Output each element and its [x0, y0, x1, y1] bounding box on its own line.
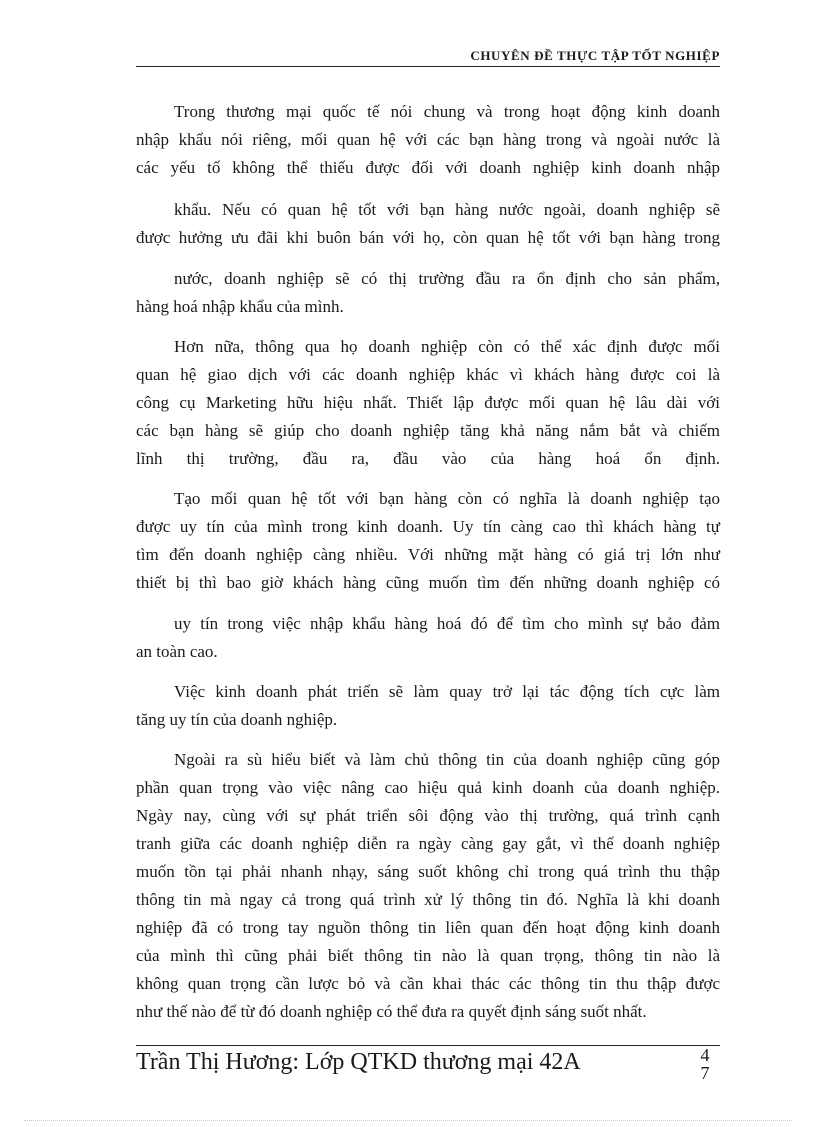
body-line: Trong thương mại quốc tế nói chung và trong hoạt động kinh doanh	[174, 102, 720, 121]
body-line: không quan trọng cần lược bỏ và cần khai thác các thông tin thu thập được	[136, 974, 720, 993]
body-line: Ngày nay, cùng với sự phát triển sôi động vào thị trường, quá trình cạnh	[136, 806, 720, 825]
header-title: CHUYÊN ĐỀ THỰC TẬP TỐT NGHIỆP	[470, 48, 720, 63]
body-line: uy tín trong việc nhập khẩu hàng hoá đó để tìm cho mình sự bảo đảm	[174, 614, 720, 633]
body-line: Ngoài ra sù hiểu biết và làm chủ thông tin của doanh nghiệp cũng góp	[174, 750, 720, 769]
body-line: tìm đến doanh nghiệp càng nhiều. Với những mặt hàng có giá trị lớn như	[136, 545, 720, 564]
body-line: quan hệ giao dịch với các doanh nghiệp khác vì khách hàng được coi là	[136, 365, 720, 384]
body-line: thông tin mà ngay cả trong quá trình xử lý thông tin đó. Nghĩa là khi doanh	[136, 890, 720, 909]
body-line: nhập khẩu nói riêng, mối quan hệ với các bạn hàng trong và ngoài nước là	[136, 130, 720, 149]
body-line: của mình thì cũng phải biết thông tin nào là quan trọng, thông tin nào là	[136, 946, 720, 965]
body-line: Việc kinh doanh phát triển sẽ làm quay trở lại tác động tích cực làm	[174, 682, 720, 701]
body-line: các bạn hàng sẽ giúp cho doanh nghiệp tăng khả năng nắm bắt và chiếm	[136, 421, 720, 440]
body-line: hàng hoá nhập khẩu của mình.	[136, 297, 344, 316]
body-line: phần quan trọng vào việc nâng cao hiệu quả kinh doanh của doanh nghiệp.	[136, 778, 720, 797]
bottom-dotted-border	[24, 1120, 792, 1121]
footer-author-line: Trần Thị Hương: Lớp QTKD thương mại 42A	[136, 1049, 581, 1075]
body-line: được hưởng ưu đãi khi buôn bán với họ, còn quan hệ tốt với bạn hàng trong	[136, 228, 720, 247]
page-number	[695, 1046, 715, 1082]
body-line: nước, doanh nghiệp sẽ có thị trường đầu ra ổn định cho sản phẩm,	[174, 269, 720, 288]
body-line: khẩu. Nếu có quan hệ tốt với bạn hàng nước ngoài, doanh nghiệp sẽ	[174, 200, 720, 219]
footer-rule	[136, 1045, 720, 1046]
body-line: thiết bị thì bao giờ khách hàng cũng muốn tìm đến những doanh nghiệp có	[136, 573, 720, 592]
body-line: tranh giữa các doanh nghiệp diễn ra ngày càng gay gắt, vì thế doanh nghiệp	[136, 834, 720, 853]
body-line: nghiệp đã có trong tay nguồn thông tin liên quan đến hoạt động kinh doanh	[136, 918, 720, 937]
header-rule	[136, 66, 720, 67]
page-number-digit-2: 7	[700, 1063, 710, 1083]
body-line: được uy tín của mình trong kinh doanh. Uy tín càng cao thì khách hàng tự	[136, 517, 720, 536]
body-line: an toàn cao.	[136, 642, 218, 661]
body-line: lĩnh thị trường, đầu ra, đầu vào của hàng hoá ổn định.	[136, 449, 720, 468]
body-line: các yếu tố không thể thiếu được đối với doanh nghiệp kinh doanh nhập	[136, 158, 720, 177]
body-line: công cụ Marketing hữu hiệu nhất. Thiết lập được mối quan hệ lâu dài với	[136, 393, 720, 412]
body-line: Tạo mối quan hệ tốt với bạn hàng còn có nghĩa là doanh nghiệp tạo	[174, 489, 720, 508]
body-line: tăng uy tín của doanh nghiệp.	[136, 710, 338, 729]
body-line: như thế nào để từ đó doanh nghiệp có thể đưa ra quyết định sáng suốt nhất.	[136, 1002, 647, 1021]
page-number-digit-1: 4	[700, 1045, 710, 1065]
body-line: Hơn nữa, thông qua họ doanh nghiệp còn có thể xác định được mối	[174, 337, 720, 356]
body-line: muốn tồn tại phải nhanh nhạy, sáng suốt không chỉ trong quá trình thu thập	[136, 862, 720, 881]
